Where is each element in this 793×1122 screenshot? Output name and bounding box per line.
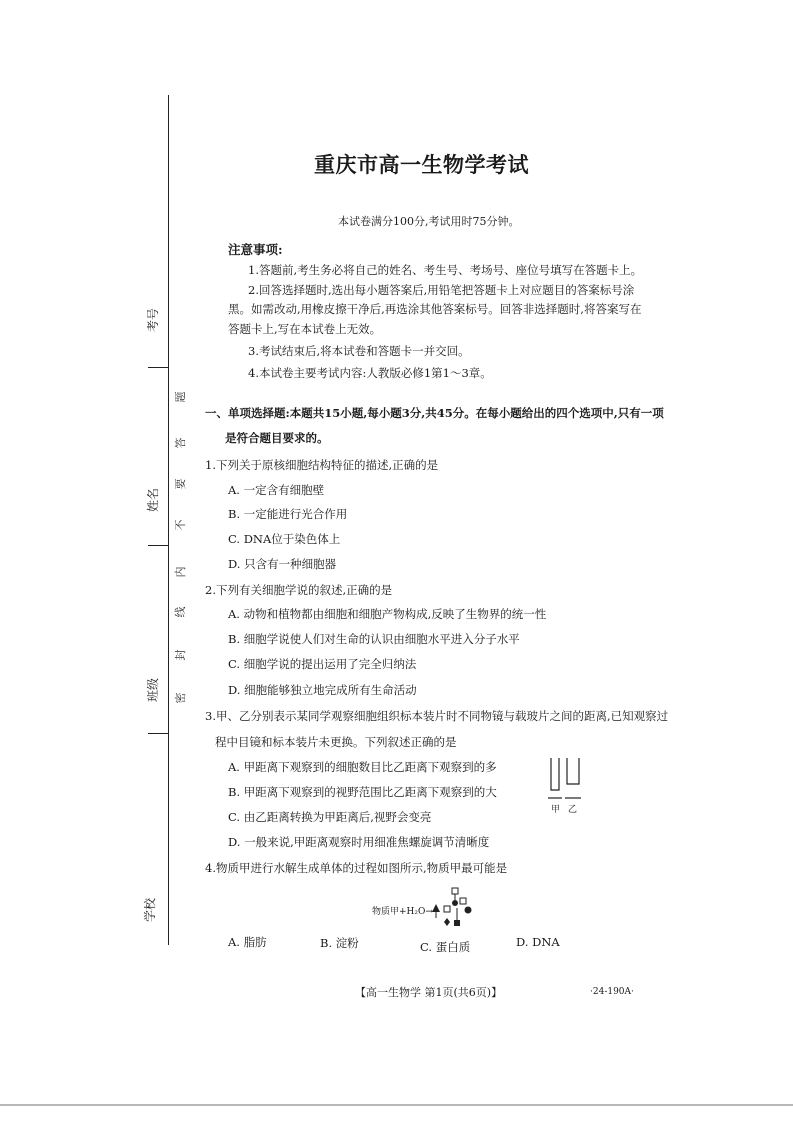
question-2-option-a: A. 动物和植物都由细胞和细胞产物构成,反映了生物界的统一性 (228, 607, 547, 621)
seal-char: 线 (174, 606, 187, 618)
question-4-option-c: C. 蛋白质 (420, 940, 471, 954)
objective-lens-jia (551, 758, 559, 790)
figure-label-jia: 甲 (551, 805, 561, 815)
question-1-stem: 1.下列关于原核细胞结构特征的描述,正确的是 (205, 458, 439, 472)
square-monomer (444, 906, 450, 912)
binding-line (168, 95, 169, 945)
notes-line: 2.回答选择题时,选出每小题答案后,用铅笔把答题卡上对应题目的答案标号涂 (248, 283, 635, 297)
seal-char: 不 (174, 519, 187, 531)
question-4-option-a: A. 脂肪 (228, 935, 267, 949)
question-1-option-a: A. 一定含有细胞壁 (228, 483, 325, 497)
question-2-option-d: D. 细胞能够独立地完成所有生命活动 (228, 683, 417, 697)
question-3-option-a: A. 甲距离下观察到的细胞数目比乙距离下观察到的多 (228, 760, 497, 774)
school-label: 学校 (143, 898, 157, 923)
hydrolysis-equation-label: 物质甲+H₂O→ (372, 907, 433, 917)
notes-line: 4.本试卷主要考试内容:人教版必修1第1～3章。 (248, 366, 492, 380)
exam-no-label: 考号 (146, 308, 160, 333)
question-4-option-d: D. DNA (516, 935, 560, 949)
footer-code: ·24-190A· (590, 987, 634, 997)
notes-line: 黑。如需改动,用橡皮擦干净后,再选涂其他答案标号。回答非选择题时,将答案写在 (228, 302, 642, 316)
section-heading: 一、单项选择题:本题共15小题,每小题3分,共45分。在每小题给出的四个选项中,只有一项 (205, 406, 664, 420)
seal-char: 密 (174, 692, 187, 704)
question-2-option-b: B. 细胞学说使人们对生命的认识由细胞水平进入分子水平 (228, 632, 520, 646)
objective-lens-figure (545, 756, 587, 804)
seal-char: 答 (174, 437, 187, 449)
footer-page-info: 【高一生物学 第1页(共6页)】 (355, 986, 503, 999)
name-fill-line (148, 367, 169, 368)
square-monomer (460, 898, 466, 904)
question-3-option-d: D. 一般来说,甲距离观察时用细准焦螺旋调节清晰度 (228, 835, 490, 849)
seal-char: 题 (174, 391, 187, 403)
circle-monomer (452, 900, 458, 906)
seal-char: 要 (174, 478, 187, 490)
question-4-option-b: B. 淀粉 (320, 936, 359, 950)
notes-line: 1.答题前,考生务必将自己的姓名、考生号、考场号、座位号填写在答题卡上。 (248, 263, 643, 277)
figure-label-yi: 乙 (568, 805, 578, 815)
circle-monomer (465, 907, 472, 914)
question-1-option-d: D. 只含有一种细胞器 (228, 557, 337, 571)
question-2-option-c: C. 细胞学说的提出运用了完全归纳法 (228, 657, 417, 671)
question-3-stem: 3.甲、乙分别表示某同学观察细胞组织标本装片时不同物镜与载玻片之间的距离,已知观察过 (205, 709, 669, 723)
name-label: 姓名 (146, 488, 160, 513)
class-fill-line (148, 545, 169, 546)
question-3-option-c: C. 由乙距离转换为甲距离后,视野会变亮 (228, 810, 432, 824)
diamond-monomer (444, 918, 450, 926)
question-4-stem: 4.物质甲进行水解生成单体的过程如图所示,物质甲最可能是 (205, 861, 508, 875)
question-1-option-c: C. DNA位于染色体上 (228, 532, 341, 546)
monomer-shapes-figure (430, 886, 476, 936)
school-fill-line (148, 733, 169, 734)
question-1-option-b: B. 一定能进行光合作用 (228, 507, 348, 521)
filled-square-monomer (454, 920, 460, 926)
square-monomer (452, 888, 458, 894)
notes-heading: 注意事项: (228, 242, 283, 257)
seal-char: 内 (174, 566, 187, 578)
exam-subtitle: 本试卷满分100分,考试用时75分钟。 (338, 215, 520, 228)
notes-line: 3.考试结束后,将本试卷和答题卡一并交回。 (248, 344, 470, 358)
scan-edge-band (0, 1104, 793, 1106)
question-3-option-b: B. 甲距离下观察到的视野范围比乙距离下观察到的大 (228, 785, 497, 799)
page-title: 重庆市高一生物学考试 (314, 152, 529, 177)
notes-line: 答题卡上,写在本试卷上无效。 (228, 322, 382, 336)
question-3-stem-cont: 程中目镜和标本装片未更换。下列叙述正确的是 (215, 735, 457, 749)
objective-lens-yi (567, 758, 579, 784)
question-2-stem: 2.下列有关细胞学说的叙述,正确的是 (205, 583, 393, 597)
section-heading-cont: 是符合题目要求的。 (225, 431, 329, 445)
seal-char: 封 (174, 649, 187, 661)
triangle-monomer (432, 904, 440, 912)
class-label: 班级 (146, 678, 160, 703)
